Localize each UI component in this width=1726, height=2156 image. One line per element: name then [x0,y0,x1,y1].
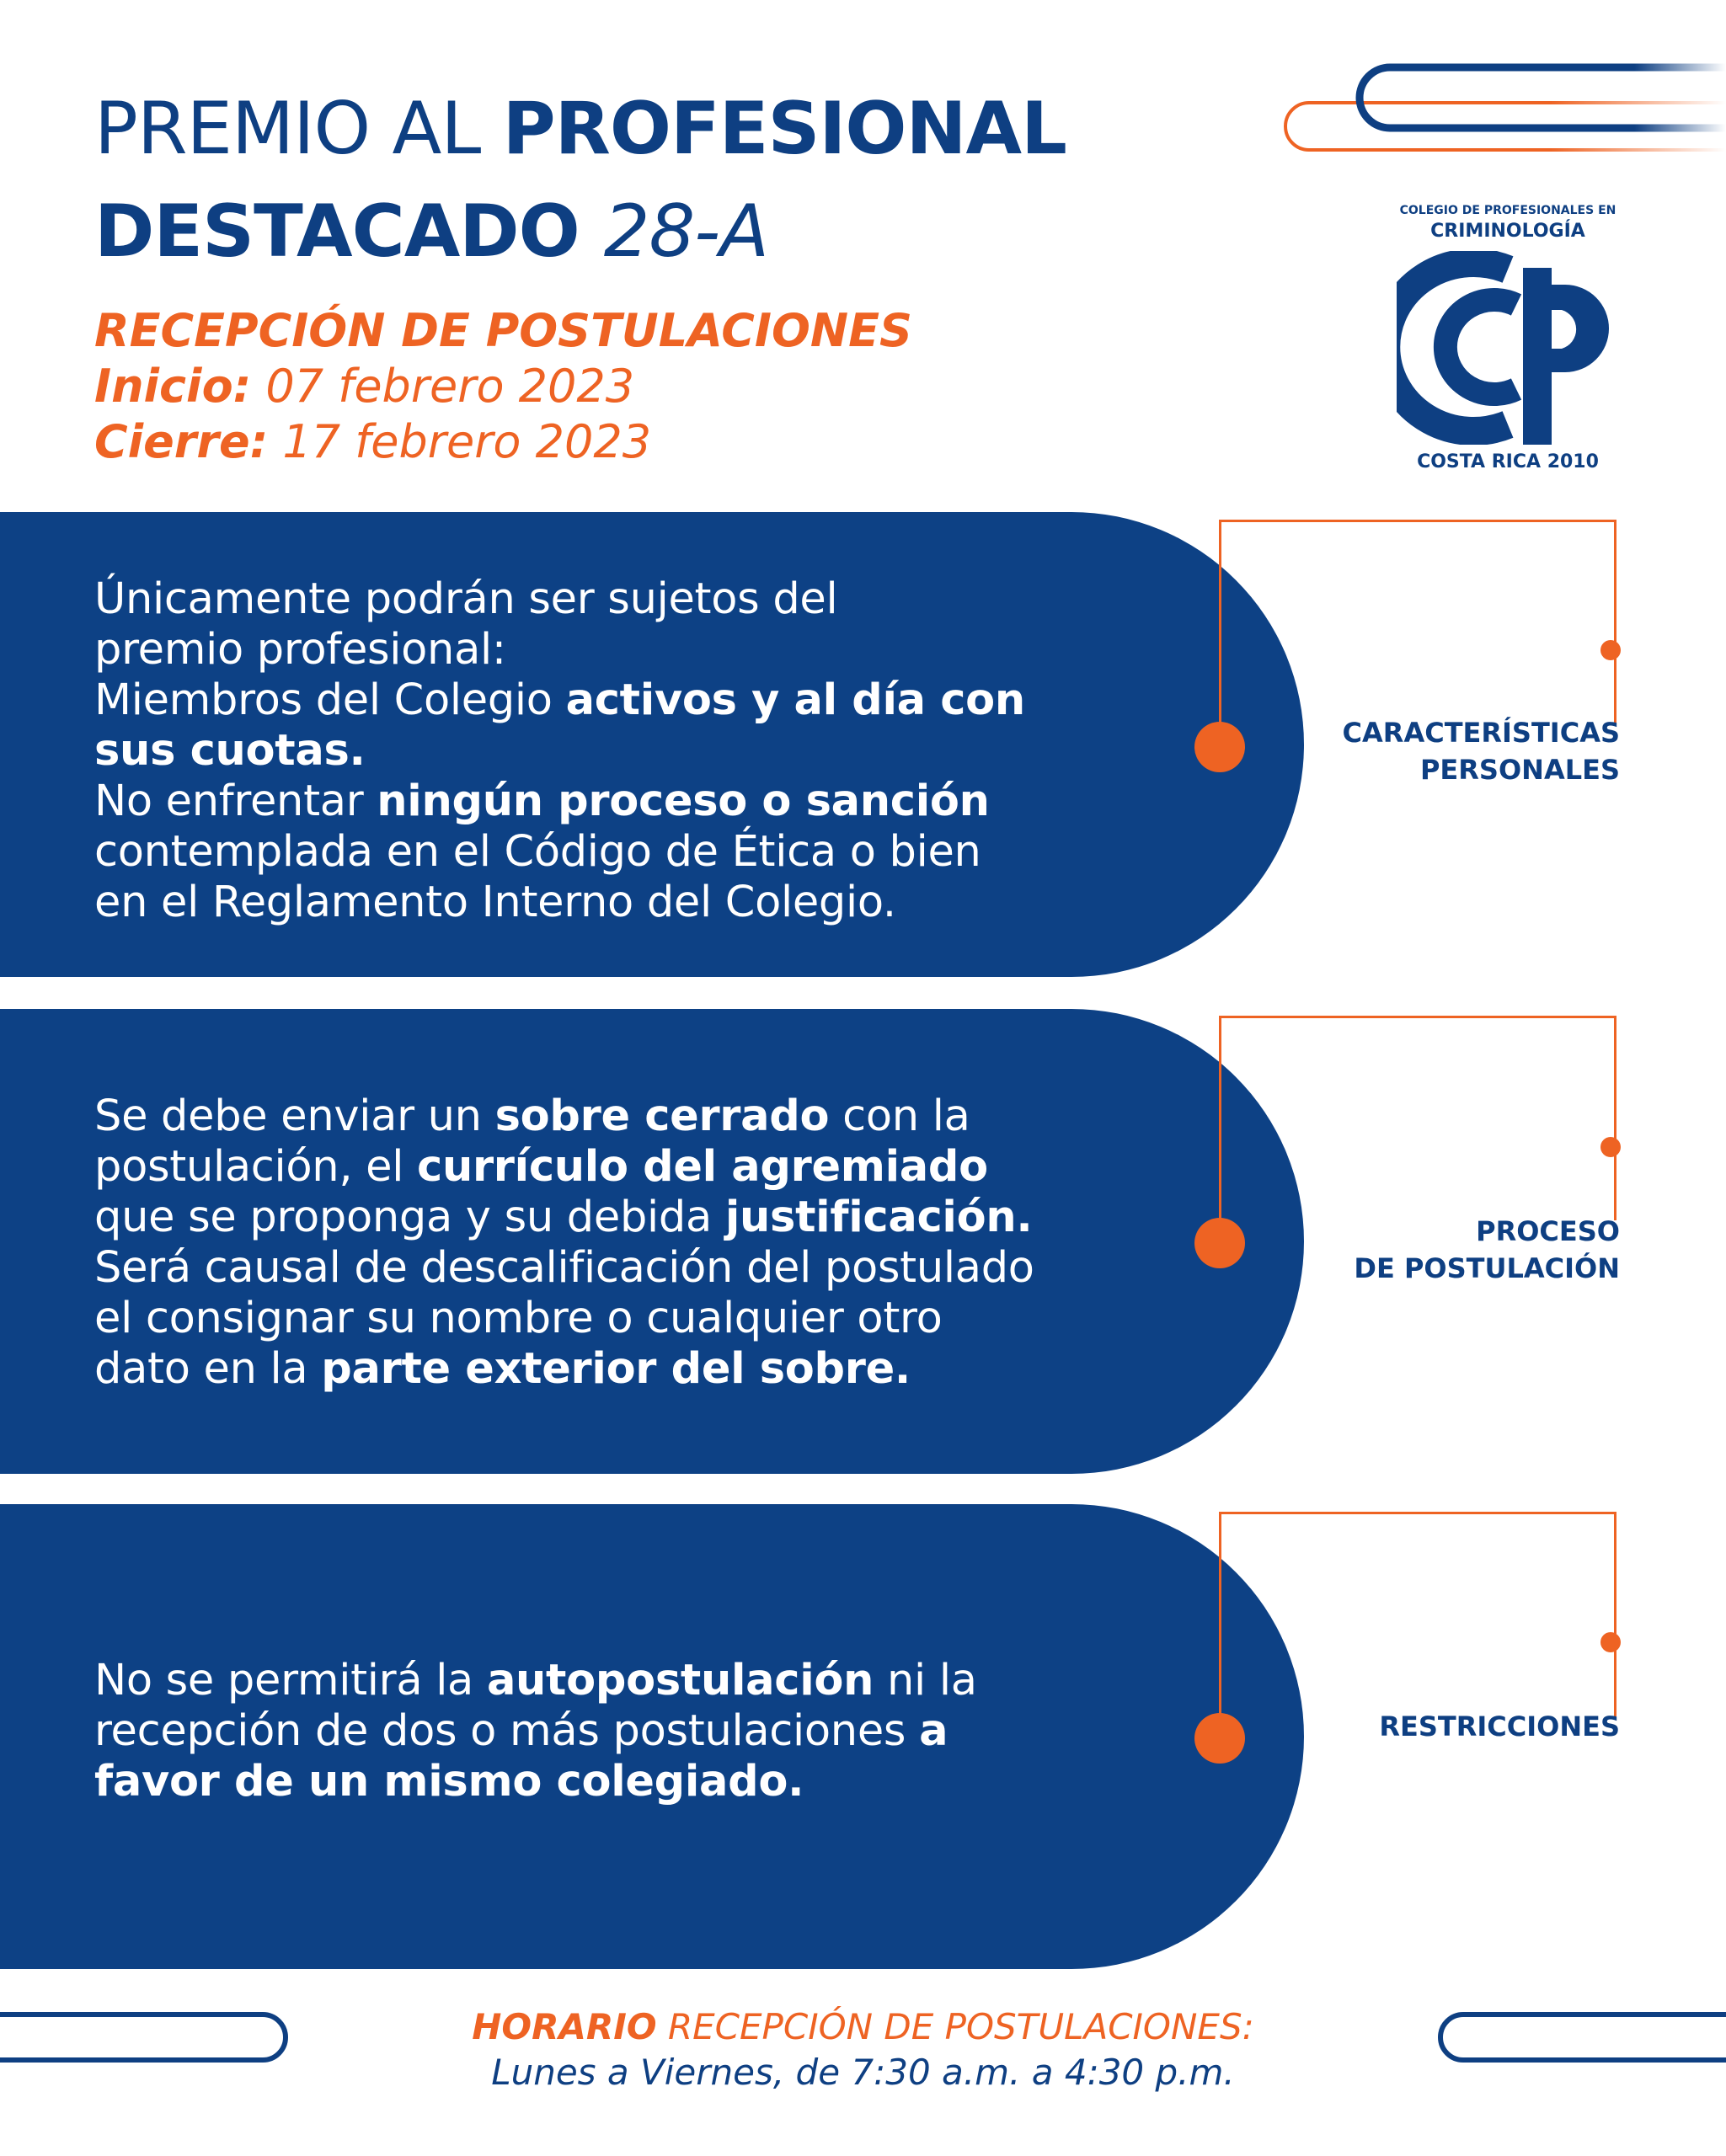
footer-rest: RECEPCIÓN DE POSTULACIONES: [656,2006,1254,2047]
logo [1381,202,1634,480]
text-run: No se permitirá la [94,1656,487,1705]
label-line: PERSONALES [1419,754,1620,786]
small-dot-1 [1600,640,1621,660]
label-personal-characteristics [1266,714,1620,788]
bracket-2 [1219,1016,1616,1220]
text-line [94,776,1169,827]
section-3-dot [1194,1713,1245,1764]
end-value: 17 febrero 2023 [268,415,652,468]
footer-bold: HORARIO [472,2006,657,2047]
start-label: Inicio: [94,360,252,413]
text-run: Se debe enviar un [94,1091,495,1141]
footer-line2: Lunes a Viernes, de 7:30 a.m. a 4:30 p.m. [491,2052,1235,2093]
section-application-process [0,1009,1304,1474]
logo-name: CRIMINOLOGÍA [1430,221,1585,242]
text-line [94,1091,1169,1142]
logo-bottom-line: COSTA RICA 2010 [1417,451,1599,472]
text-line [94,1193,1169,1243]
text-run: dato en la [94,1344,322,1394]
title-light-1: PREMIO AL [94,87,503,171]
text-bold: currículo del agremiado [417,1142,988,1192]
text-run: Miembros del Colegio [94,675,566,725]
text-line [94,1344,1169,1395]
text-run: que se proponga y su debida [94,1193,725,1242]
title-edition: 28-A [603,189,769,274]
small-dot-3 [1600,1632,1621,1652]
small-dot-2 [1600,1137,1621,1157]
section-2-text [94,1091,1169,1395]
title-bold-1: PROFESIONAL [502,87,1066,171]
text-line [94,675,1169,726]
text-line: contemplada en el Código de Ética o bien [94,827,981,877]
label-restrictions [1266,1708,1620,1745]
text-bold: activos y al día con [565,675,1025,725]
text-bold: ningún proceso o sanción [377,776,990,826]
bracket-1 [1219,520,1616,724]
top-ornament [1264,59,1726,160]
label-line: DE POSTULACIÓN [1354,1252,1620,1284]
label-application-process [1266,1213,1620,1287]
reception-heading: RECEPCIÓN DE POSTULACIONES [94,304,912,357]
text-bold: sobre cerrado [494,1091,830,1141]
text-line: Será causal de descalificación del postulado [94,1243,1034,1293]
text-run: No enfrentar [94,776,377,826]
text-bold: justificación. [724,1193,1033,1242]
start-value: 07 febrero 2023 [251,360,635,413]
section-personal-characteristics [0,512,1304,977]
text-line [94,1706,1169,1757]
logo-mark-icon [1397,251,1619,445]
text-line: en el Reglamento Interno del Colegio. [94,878,896,927]
text-line [94,726,1169,776]
text-line: el consignar su nombre o cualquier otro [94,1294,943,1343]
end-label: Cierre: [94,415,269,468]
footer-schedule [0,2004,1726,2095]
text-bold: favor de un mismo colegiado. [94,1757,804,1806]
reception-start [94,359,912,414]
text-bold: a [919,1706,948,1756]
text-bold: autopostulación [486,1656,874,1705]
text-line [94,1656,1169,1706]
logo-top-line: COLEGIO DE PROFESIONALES EN [1399,204,1616,217]
text-run: con la [829,1091,970,1141]
text-line: Únicamente podrán ser sujetos del [94,574,838,624]
section-1-text [94,574,1169,928]
label-line: CARACTERÍSTICAS [1342,717,1620,749]
section-restrictions [0,1504,1304,1969]
text-line [94,1757,1169,1807]
footer-line1 [472,2006,1254,2047]
bracket-3 [1219,1512,1616,1716]
text-bold: sus cuotas. [94,726,366,776]
label-line: RESTRICCIONES [1379,1710,1620,1742]
section-3-text [94,1656,1169,1807]
label-line: PROCESO [1476,1215,1620,1247]
text-line [94,1142,1169,1193]
text-bold: parte exterior del sobre. [321,1344,911,1394]
section-1-dot [1194,722,1245,772]
text-run: recepción de dos o más postulaciones [94,1706,920,1756]
text-line: premio profesional: [94,625,506,675]
section-2-dot [1194,1218,1245,1268]
title-bold-2: DESTACADO [94,189,604,274]
page-title [94,77,1066,283]
text-run: ni la [874,1656,977,1705]
reception-dates [94,303,912,470]
reception-end [94,414,912,470]
text-run: postulación, el [94,1142,418,1192]
